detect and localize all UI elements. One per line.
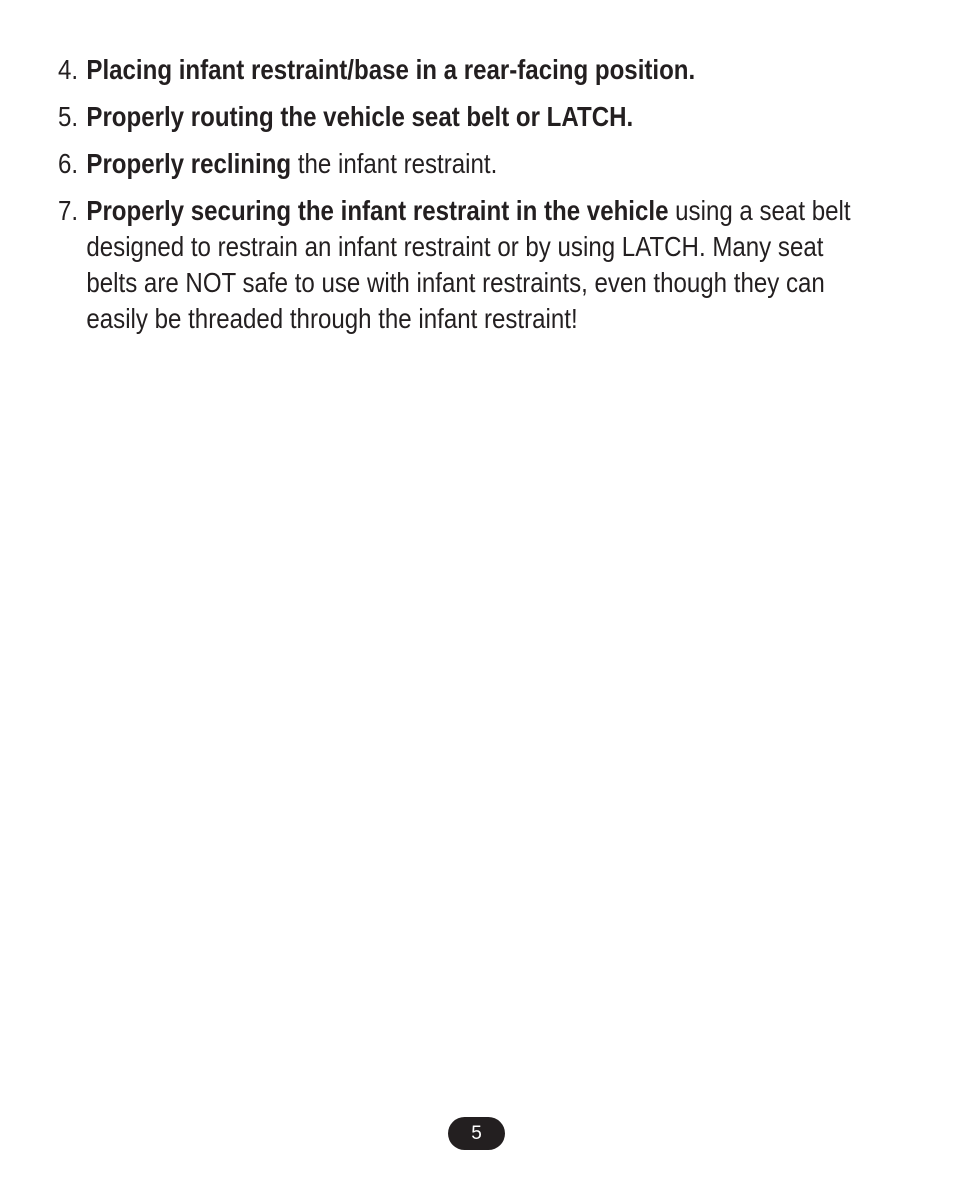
step-bold-text: Placing infant restraint/base in a rear-facing position. bbox=[86, 54, 696, 85]
step-item bbox=[58, 52, 878, 88]
step-bold-text: Properly routing the vehicle seat belt or LATCH. bbox=[86, 101, 634, 132]
step-bold-text: Properly securing the infant restraint in the vehicle bbox=[86, 195, 669, 226]
page-number-badge: 5 bbox=[448, 1117, 505, 1150]
step-number: 5. bbox=[58, 101, 79, 132]
step-text: the infant restraint. bbox=[291, 148, 498, 179]
instruction-steps bbox=[58, 52, 858, 348]
step-item bbox=[58, 193, 878, 337]
step-number: 4. bbox=[58, 54, 79, 85]
step-number: 6. bbox=[58, 148, 79, 179]
step-number: 7. bbox=[58, 195, 79, 226]
step-item bbox=[58, 99, 878, 135]
step-text: using a seat belt designed to restrain an infant restraint or by using LATCH. Many seat belts are NOT safe to use with infant restraints, even though they can easily be threaded through the infant restraint! bbox=[86, 195, 851, 334]
step-bold-text: Properly reclining bbox=[86, 148, 292, 179]
step-item bbox=[58, 146, 878, 182]
